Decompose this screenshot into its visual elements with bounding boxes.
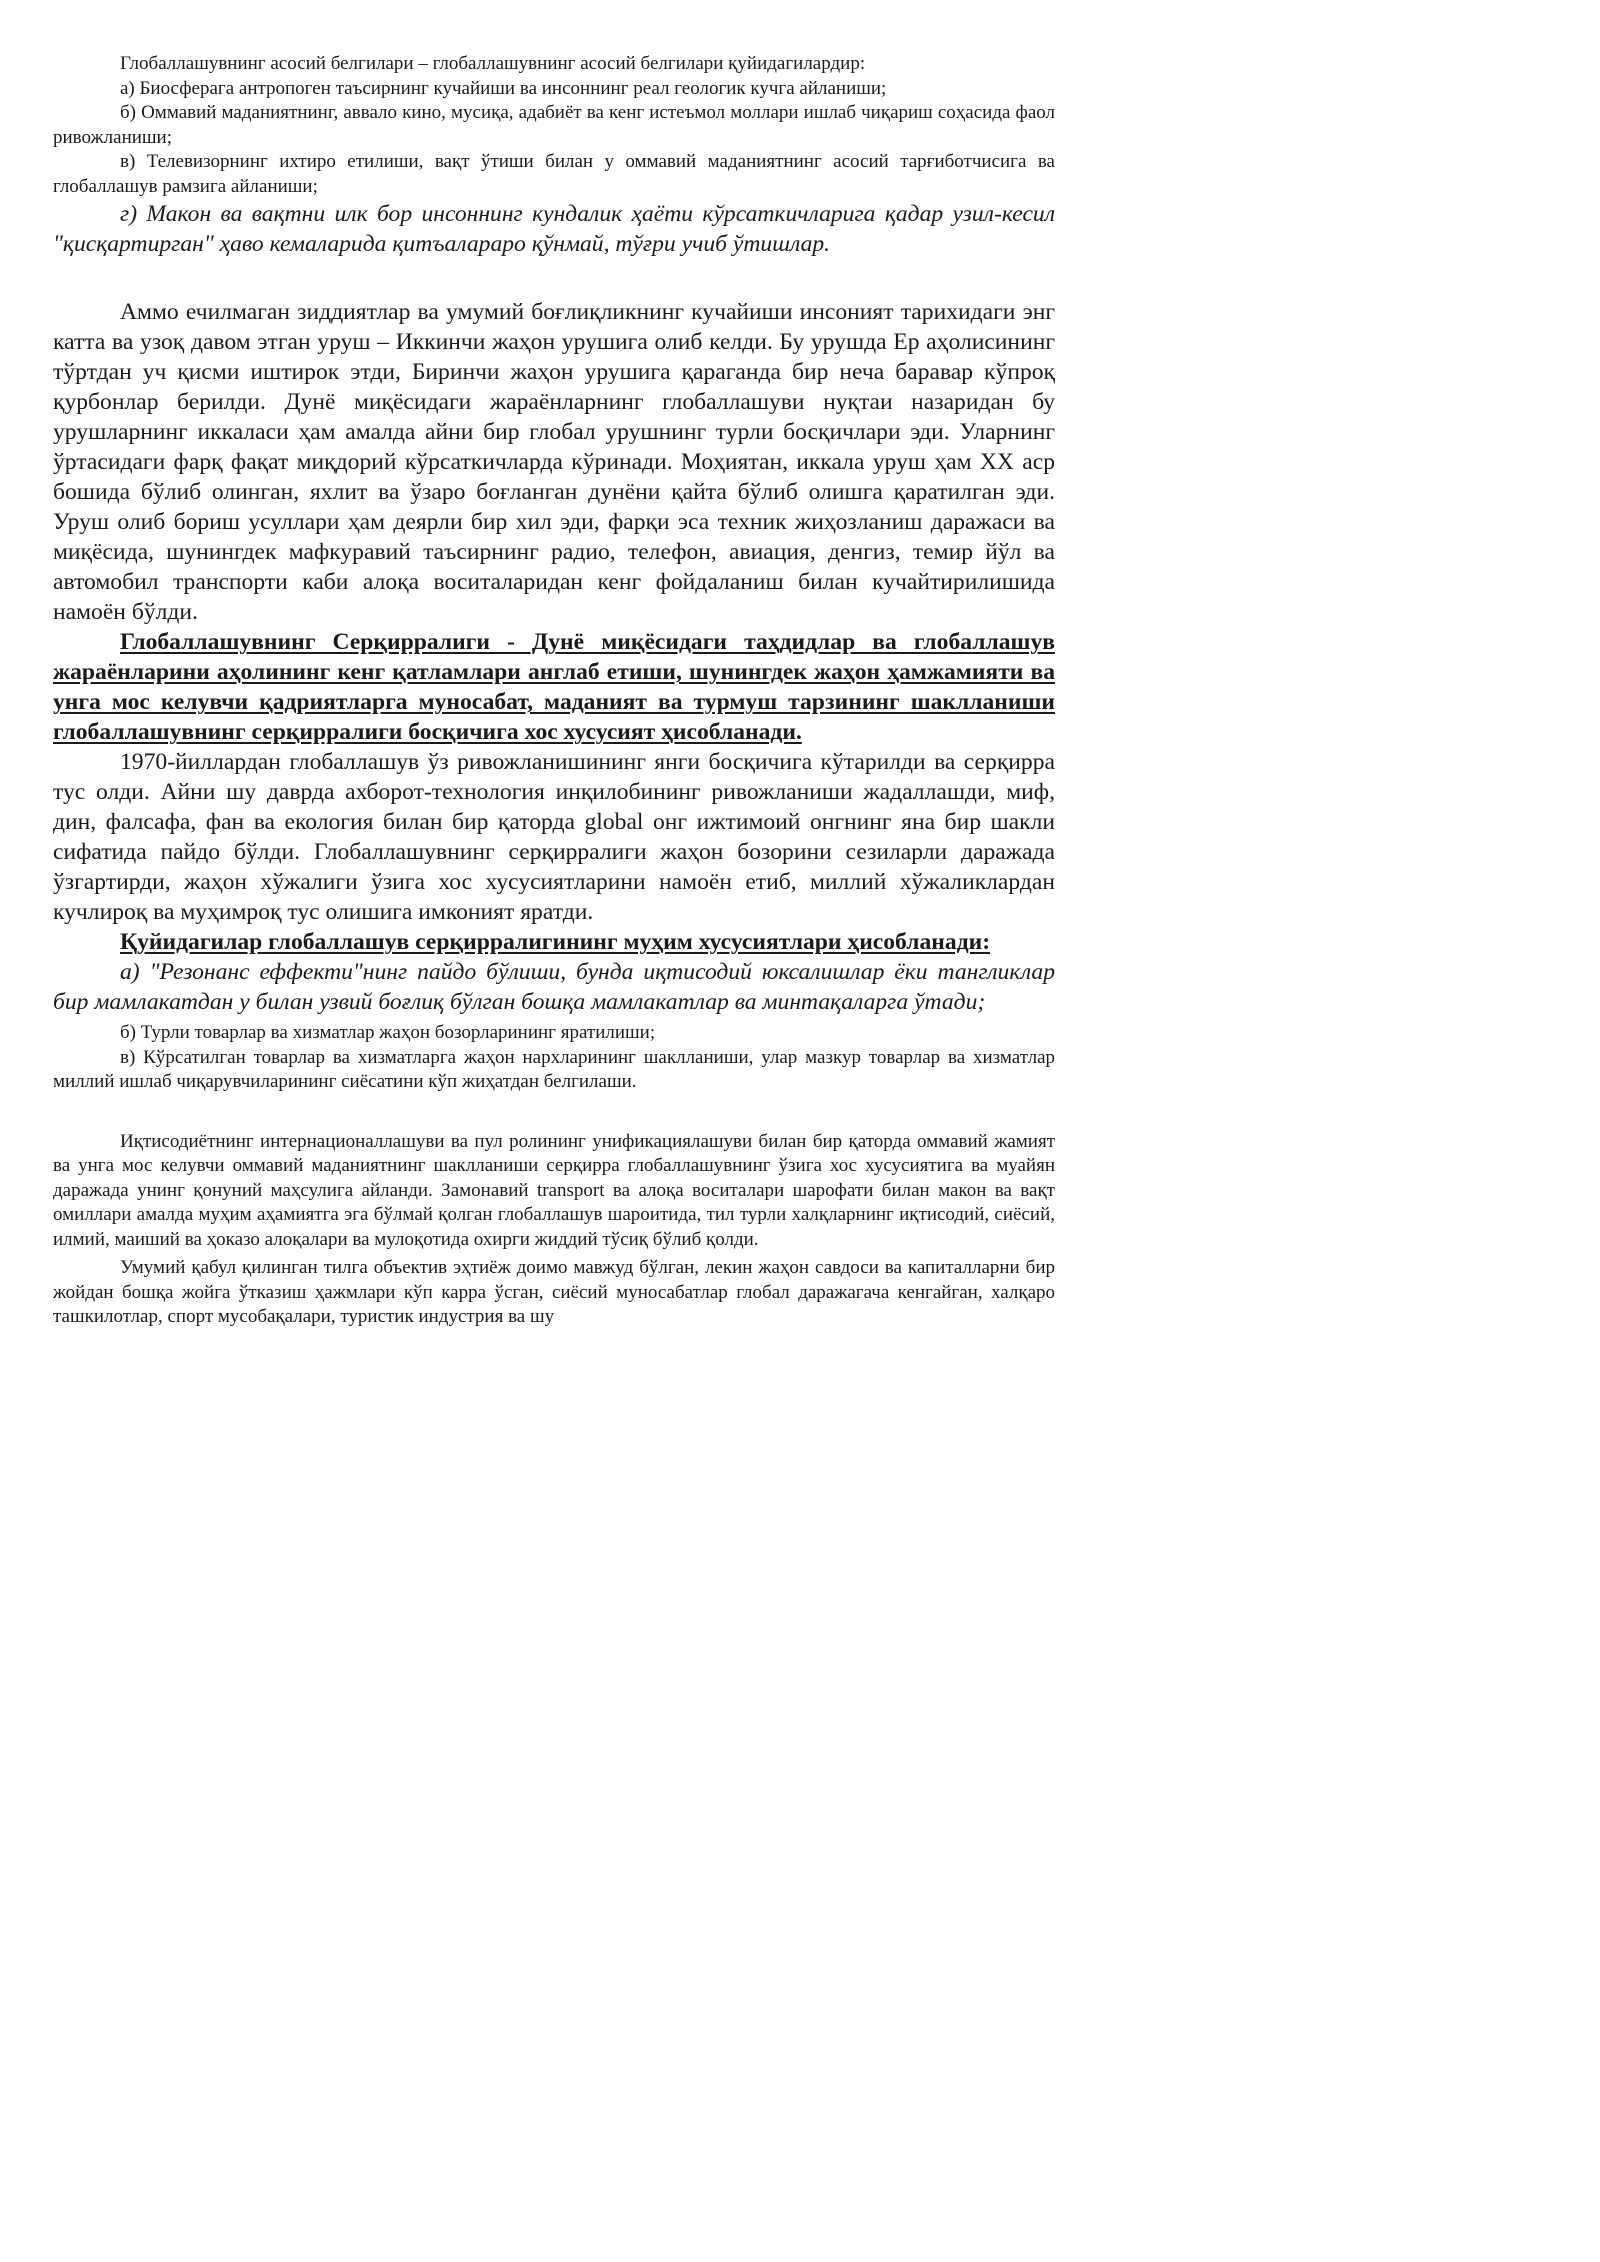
paragraph-1970s: 1970-йиллардан глобаллашув ўз ривожланишининг янги босқичига кўтарилди ва серқирра тус олди. Айни шу даврда ахборот-технология инқилобининг ривожланиши жадаллашди, миф, дин, фалсафа, фан ва екология билан бир қаторда global онг ижтимоий онгнинг яна бир шакли сифатида пайдо бўлди. Глобаллашувнинг серқирралиги жаҳон бозорини сезиларли даражада ўзгартирди, жаҳон хўжалиги ўзига хос хусусиятларини намоён етиб, миллий хўжаликлардан кучлироқ ва муҳимроқ тус олишига имконият яратди. [53, 749, 1055, 925]
intro-item-a: а) Биосферага антропоген таъсирнинг кучайиши ва инсоннинг реал геологик кучга айланиши; [120, 77, 887, 99]
document-page [0, 0, 1102, 1559]
feature-item-a: а) "Резонанс еффекти"нинг пайдо бўлиши, бунда иқтисодий юксалишлар ёки тангликлар бир мамлакатдан у билан узвий боғлиқ бўлган бошқа мамлакатлар ва минтақаларга ўтади; [53, 959, 1055, 1015]
intro-lead: Глобаллашувнинг асосий белгилари – глобаллашувнинг асосий белгилари қуйидагилардир: [120, 53, 866, 74]
feature-item-v: в) Кўрсатилган товарлар ва хизматларга жаҳон нархларининг шаклланиши, улар мазкур товарлар ва хизматлар миллий ишлаб чиқарувчиларининг сиёсатини кўп жиҳатдан белгилаши. [53, 1046, 1055, 1092]
section-heading-multifaceted: Глобаллашувнинг Серқирралиги - Дунё миқёсидаги таҳдидлар ва глобаллашув жараёнларини аҳолининг кенг қатламлари англаб етиши, шунингдек жаҳон ҳамжамияти ва унга мос келувчи қадриятларга муносабат, маданият ва турмуш тарзининг шаклланиши глобаллашувнинг серқирралиги босқичига хос хусусият ҳисобланади. [53, 629, 1055, 745]
intro-item-g: г) Макон ва вақтни илк бор инсоннинг кундалик ҳаёти кўрсаткичларига қадар узил-кесил "қисқартирган" ҳаво кемаларида қитъалараро қўнмай, тўғри учиб ўтишлар. [53, 201, 1055, 257]
intro-item-b: б) Оммавий маданиятнинг, аввало кино, мусиқа, адабиёт ва кенг истеъмол моллари ишлаб чиқариш соҳасида фаол ривожланиши; [53, 102, 1055, 148]
paragraph-language: Умумий қабул қилинган тилга объектив эҳтиёж доимо мавжуд бўлган, лекин жаҳон савдоси ва капиталларни бир жойдан бошқа жойга ўтказиш ҳажмлари кўп карра ўсган, сиёсий муносабатлар глобал даражагача кенгайган, халқаро ташкилотлар, спорт мусобақалари, туристик индустрия ва шу [53, 1257, 1055, 1327]
section-heading-features: Қуйидагилар глобаллашув серқирралигининг муҳим хусусиятлари ҳисобланади: [120, 929, 991, 955]
paragraph-economy: Иқтисодиётнинг интернационаллашуви ва пул ролининг унификациялашуви билан бир қаторда оммавий жамият ва унга мос келувчи оммавий маданиятнинг шаклланиши серқирра глобаллашувнинг ўзига хос хусусиятига ва муайян даражада унинг қонуний маҳсулига айланди. Замонавий transport ва алоқа воситалари шарофати билан макон ва вақт омиллари амалда муҳим аҳамиятга эга бўлмай қолган глобаллашув шароитида, тил турли халқларнинг иқтисодий, сиёсий, илмий, маиший ва ҳоказо алоқалари ва мулоқотида охирги жиддий тўсиқ бўлиб қолди. [53, 1130, 1055, 1250]
feature-item-b: б) Турли товарлар ва хизматлар жаҳон бозорларининг яратилиши; [120, 1022, 656, 1043]
intro-item-v: в) Телевизорнинг ихтиро етилиши, вақт ўтиши билан у оммавий маданиятнинг асосий тарғиботчисига ва глобаллашув рамзига айланиши; [53, 151, 1055, 197]
war-paragraph: Аммо ечилмаган зиддиятлар ва умумий боғлиқликнинг кучайиши инсоният тарихидаги энг катта ва узоқ давом этган уруш – Иккинчи жаҳон урушига олиб келди. Бу урушда Ер аҳолисининг тўртдан уч қисми иштирок этди, Биринчи жаҳон урушига қараганда бир неча баравар кўпроқ қурбонлар берилди. Дунё миқёсидаги жараёнларнинг глобаллашуви нуқтаи назаридан бу урушларнинг иккаласи ҳам амалда айни бир глобал урушнинг турли босқичлари эди. Уларнинг ўртасидаги фарқ фақат миқдорий кўрсаткичларда кўринади. Моҳиятан, иккала уруш ҳам XX аср бошида бўлиб олинган, яхлит ва ўзаро боғланган дунёни қайта бўлиб олишга қаратилган эди. Уруш олиб бориш усуллари ҳам деярли бир хил эди, фарқи эса техник жиҳозланиш даражаси ва миқёсида, шунингдек мафкуравий таъсирнинг радио, телефон, авиация, денгиз, темир йўл ва автомобил транспорти каби алоқа воситаларидан кенг фойдаланиш билан кучайтирилишида намоён бўлди. [53, 299, 1055, 625]
